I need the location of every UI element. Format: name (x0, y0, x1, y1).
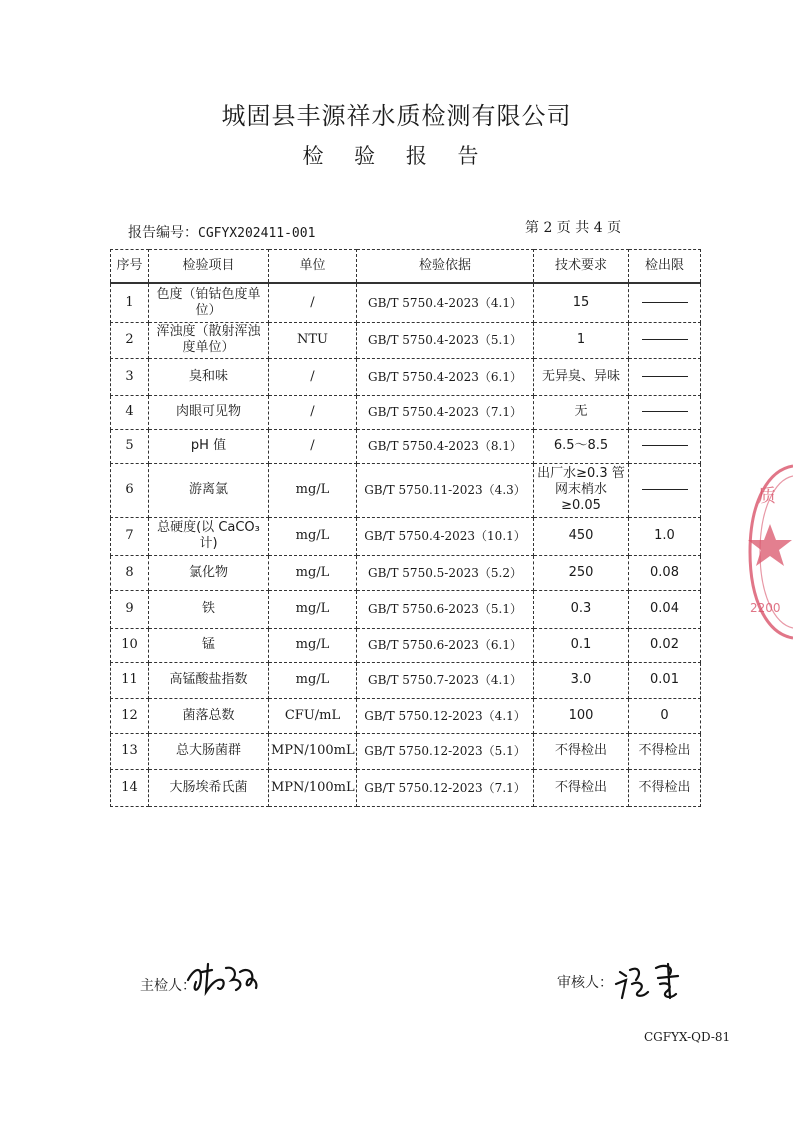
row-basis: GB/T 5750.12-2023（4.1） (357, 698, 534, 733)
table-row (111, 698, 701, 733)
row-limit (629, 283, 701, 322)
table-row (111, 590, 701, 628)
not-applicable-dash (642, 411, 688, 412)
row-basis: GB/T 5750.4-2023（10.1） (357, 517, 534, 555)
table-row (111, 555, 701, 590)
row-no: 7 (111, 517, 149, 555)
table-row (111, 358, 701, 395)
row-no: 6 (111, 463, 149, 517)
row-item: 铁 (149, 590, 269, 628)
row-limit: 不得检出 (629, 769, 701, 806)
header-basis: 检验依据 (357, 250, 534, 284)
row-requirement: 0.1 (534, 628, 629, 662)
row-unit: / (269, 395, 357, 429)
row-limit: 0.08 (629, 555, 701, 590)
row-item: 锰 (149, 628, 269, 662)
table-row (111, 322, 701, 358)
row-item: 总大肠菌群 (149, 733, 269, 769)
row-basis: GB/T 5750.4-2023（7.1） (357, 395, 534, 429)
row-basis: GB/T 5750.7-2023（4.1） (357, 662, 534, 698)
row-no: 8 (111, 555, 149, 590)
table-row (111, 733, 701, 769)
row-requirement: 0.3 (534, 590, 629, 628)
row-unit: / (269, 283, 357, 322)
row-requirement: 1 (534, 322, 629, 358)
not-applicable-dash (642, 302, 688, 303)
row-requirement: 不得检出 (534, 769, 629, 806)
row-limit (629, 358, 701, 395)
row-unit: NTU (269, 322, 357, 358)
row-requirement: 6.5～8.5 (534, 429, 629, 463)
row-no: 5 (111, 429, 149, 463)
reviewer-label: 审核人： (557, 975, 613, 991)
table-row (111, 429, 701, 463)
row-unit: CFU/mL (269, 698, 357, 733)
row-no: 3 (111, 358, 149, 395)
table-row (111, 769, 701, 806)
row-item: 高锰酸盐指数 (149, 662, 269, 698)
row-no: 2 (111, 322, 149, 358)
table-row (111, 395, 701, 429)
table-row (111, 662, 701, 698)
row-requirement: 无异臭、异味 (534, 358, 629, 395)
row-unit: / (269, 429, 357, 463)
row-unit: / (269, 358, 357, 395)
row-unit: mg/L (269, 628, 357, 662)
row-unit: mg/L (269, 463, 357, 517)
inspector-label: 主检人： (140, 978, 196, 994)
row-item: 总硬度(以 CaCO₃ 计) (149, 517, 269, 555)
company-name: 城固县丰源祥水质检测有限公司 (221, 102, 572, 130)
document-code: CGFYX-QD-81 (644, 1030, 731, 1044)
row-requirement: 450 (534, 517, 629, 555)
row-limit: 1.0 (629, 517, 701, 555)
row-no: 13 (111, 733, 149, 769)
table-row (111, 628, 701, 662)
table-header-row (111, 250, 701, 284)
svg-text:2200: 2200 (750, 601, 781, 615)
company-seal (738, 462, 793, 642)
row-limit: 0.04 (629, 590, 701, 628)
row-basis: GB/T 5750.4-2023（6.1） (357, 358, 534, 395)
row-limit: 0 (629, 698, 701, 733)
row-requirement: 出厂水≥0.3 管网末梢水≥0.05 (534, 463, 629, 517)
row-requirement: 250 (534, 555, 629, 590)
not-applicable-dash (642, 445, 688, 446)
row-limit (629, 322, 701, 358)
row-basis: GB/T 5750.12-2023（7.1） (357, 769, 534, 806)
row-item: pH 值 (149, 429, 269, 463)
page-info: 第 2 页 共 4 页 (525, 220, 622, 236)
row-unit: MPN/100mL (269, 733, 357, 769)
inspector-signature (182, 958, 262, 998)
row-unit: MPN/100mL (269, 769, 357, 806)
table-row (111, 517, 701, 555)
row-limit (629, 463, 701, 517)
table-row (111, 463, 701, 517)
reviewer (557, 972, 613, 992)
header-unit: 单位 (269, 250, 357, 284)
row-unit: mg/L (269, 662, 357, 698)
row-limit (629, 429, 701, 463)
row-unit: mg/L (269, 555, 357, 590)
table-row (111, 283, 701, 322)
row-basis: GB/T 5750.5-2023（5.2） (357, 555, 534, 590)
svg-text:质: 质 (758, 486, 776, 507)
row-basis: GB/T 5750.12-2023（5.1） (357, 733, 534, 769)
row-item: 氯化物 (149, 555, 269, 590)
report-number (128, 222, 315, 242)
row-requirement: 3.0 (534, 662, 629, 698)
row-item: 色度（铂钴色度单位） (149, 283, 269, 322)
reviewer-signature (612, 958, 692, 1006)
row-limit: 0.02 (629, 628, 701, 662)
row-no: 12 (111, 698, 149, 733)
not-applicable-dash (642, 489, 688, 490)
row-basis: GB/T 5750.4-2023（8.1） (357, 429, 534, 463)
row-no: 4 (111, 395, 149, 429)
row-no: 14 (111, 769, 149, 806)
row-basis: GB/T 5750.6-2023（5.1） (357, 590, 534, 628)
row-item: 肉眼可见物 (149, 395, 269, 429)
header-no: 序号 (111, 250, 149, 284)
report-number-label: 报告编号： (128, 225, 198, 241)
not-applicable-dash (642, 376, 688, 377)
row-no: 11 (111, 662, 149, 698)
row-limit: 不得检出 (629, 733, 701, 769)
row-item: 浑浊度（散射浑浊度单位） (149, 322, 269, 358)
row-basis: GB/T 5750.4-2023（4.1） (357, 283, 534, 322)
row-limit (629, 395, 701, 429)
row-item: 菌落总数 (149, 698, 269, 733)
row-unit: mg/L (269, 517, 357, 555)
row-no: 10 (111, 628, 149, 662)
results-table (110, 249, 701, 807)
row-item: 大肠埃希氏菌 (149, 769, 269, 806)
row-basis: GB/T 5750.6-2023（6.1） (357, 628, 534, 662)
row-requirement: 无 (534, 395, 629, 429)
row-limit: 0.01 (629, 662, 701, 698)
row-item: 臭和味 (149, 358, 269, 395)
row-no: 1 (111, 283, 149, 322)
row-requirement: 不得检出 (534, 733, 629, 769)
report-title: 检 验 报 告 (302, 144, 491, 168)
header-item: 检验项目 (149, 250, 269, 284)
not-applicable-dash (642, 339, 688, 340)
header-limit: 检出限 (629, 250, 701, 284)
row-no: 9 (111, 590, 149, 628)
report-number-value: CGFYX202411-001 (198, 226, 316, 241)
row-basis: GB/T 5750.4-2023（5.1） (357, 322, 534, 358)
row-requirement: 15 (534, 283, 629, 322)
row-basis: GB/T 5750.11-2023（4.3） (357, 463, 534, 517)
row-requirement: 100 (534, 698, 629, 733)
row-item: 游离氯 (149, 463, 269, 517)
header-requirement: 技术要求 (534, 250, 629, 284)
row-unit: mg/L (269, 590, 357, 628)
